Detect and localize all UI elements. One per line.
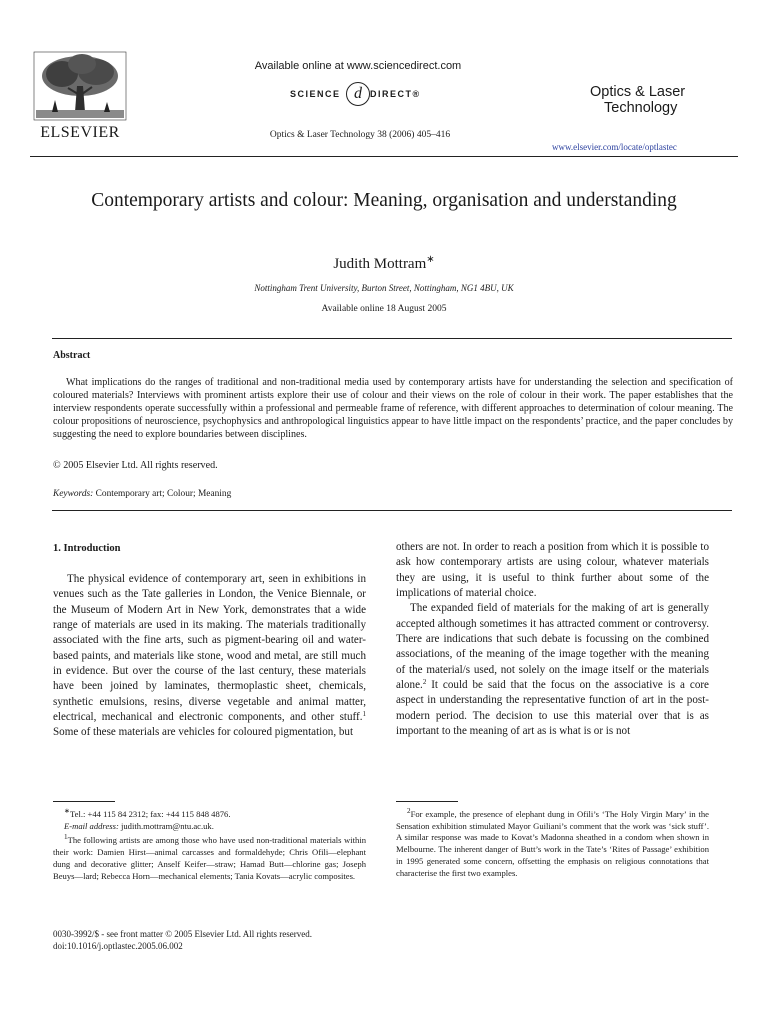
footnotes-left xyxy=(53,806,366,883)
abstract-copyright: © 2005 Elsevier Ltd. All rights reserved. xyxy=(53,460,218,471)
journal-name xyxy=(590,84,685,116)
sd-mark-icon: d xyxy=(346,82,370,106)
column-right xyxy=(396,540,709,739)
sd-right-word: DIRECT® xyxy=(370,89,421,99)
paragraph-text: It could be said that the focus on the associative is a core aspect in understanding the representative function of art in the post-modern period. The decision to use this material over that is as important to the meaning of art as is what is or is not xyxy=(396,679,709,738)
paragraph xyxy=(396,601,709,739)
footnote-2-text: For example, the presence of elephant dung in Ofili’s ‘The Holy Virgin Mary’ in the Sensation exhibition stimulated Mayor Guiliani’s comment that the work was ‘sick stuff’. A similar response was made to Kovat’s Madonna sheathed in a condom when shown in Melbourne. The inherent danger of Butt’s work in the Tate’s ‘Rites of Passage’ exhibition in 1995 generated some concern, offsetting the emphasis on religious connotations that characterise the first two examples. xyxy=(396,808,709,878)
author-name-text: Judith Mottram xyxy=(333,256,427,272)
abstract-rule xyxy=(52,338,732,339)
abstract-heading: Abstract xyxy=(53,350,91,361)
email-label: E-mail address: xyxy=(64,820,119,831)
paragraph-text: The physical evidence of contemporary art, seen in exhibitions in venues such as the Tate galleries in London, the Venice Biennale, or the Museum of Modern Art in New York, demonstrates that a wide range of materials are used in its making. The materials traditionally associated with the fine arts, such as pigment-bearing oil and water-based paints, and materials like stone, wood and metal, are still much in evidence. But over the course of the last century, these materials have been joined by laminates, thermoplastic sheet, chemicals, synthetic emulsions, resins, diverse vegetable and animal matter, electrical, mechanical and electronic components, and other stuff. xyxy=(53,573,366,724)
footnote-rule-right xyxy=(396,801,458,802)
paragraph: others are not. In order to reach a position from which it is possible to ask how contemporary artists are using colour, whatever materials they are using, it is useful to think further about some of the implications of material choice. xyxy=(396,541,709,600)
journal-url-link[interactable]: www.elsevier.com/locate/optlastec xyxy=(552,142,677,152)
keywords-label: Keywords: xyxy=(53,489,94,499)
abstract-body xyxy=(53,376,733,441)
section-heading-introduction: 1. Introduction xyxy=(53,543,121,554)
footnote-rule-left xyxy=(53,801,115,802)
footnote-2-mark: 2 xyxy=(407,807,411,815)
article-title: Contemporary artists and colour: Meaning, organisation and understanding xyxy=(91,190,677,211)
journal-name-line1: Optics & Laser xyxy=(590,84,686,100)
footnote-ref-2[interactable]: 2 xyxy=(422,678,427,687)
journal-citation: Optics & Laser Technology 38 (2006) 405–416 xyxy=(269,130,451,140)
available-online-text: Available online at www.sciencedirect.com xyxy=(254,60,462,72)
contact-details: Tel.: +44 115 84 2312; fax: +44 115 848 4876. xyxy=(70,808,231,819)
contact-footnote-mark: ∗ xyxy=(64,807,70,815)
affiliation: Nottingham Trent University, Burton Street, Nottingham, NG1 4BU, UK xyxy=(254,283,514,293)
abstract-text: What implications do the ranges of traditional and non-traditional media used by contemporary artists have for understanding the selection and specification of coloured materials? Interviews with prominent artists explore their use of colour and their views on the role of colour in their work. The paper establishes that the interview respondents operate successfully within a professional and permeable frame of reference, with different approaches to determination of colour meaning. The colour propositions of neuroscience, psychophysics and anthropological linguistics appear to have little impact on the respondents’ practice, and the paper concludes by suggesting the need to explore boundaries between disciplines. xyxy=(53,377,733,441)
footnote-1 xyxy=(53,832,366,882)
header-rule xyxy=(30,156,738,157)
paragraph xyxy=(53,572,366,741)
doi[interactable]: doi:10.1016/j.optlastec.2005.06.002 xyxy=(53,941,183,951)
front-matter-copyright: 0030-3992/$ - see front matter © 2005 Elsevier Ltd. All rights reserved. xyxy=(53,929,313,939)
contact-footnote xyxy=(53,806,366,821)
available-online-date: Available online 18 August 2005 xyxy=(321,304,447,314)
sciencedirect-logo xyxy=(290,82,430,106)
elsevier-logo xyxy=(30,50,130,140)
journal-name-line2: Technology xyxy=(604,100,678,116)
author-footnote-mark[interactable]: ∗ xyxy=(426,254,435,265)
front-matter xyxy=(53,928,312,952)
sd-left-word: SCIENCE xyxy=(290,89,341,99)
email-address[interactable]: judith.mottram@ntu.ac.uk. xyxy=(120,820,214,831)
keywords-rule xyxy=(52,510,732,511)
paragraph-text: The expanded field of materials for the making of art is generally accepted although sometimes it has attracted comment or controversy. There are indications that such debate is focussing on the combined associations, of the meaning of the image together with the meaning of the material/s used, not solely on the image itself or the materials alone. xyxy=(396,602,709,692)
footnotes-right xyxy=(396,806,709,880)
publisher-name: ELSEVIER xyxy=(40,124,120,141)
keywords xyxy=(53,489,231,499)
footnote-1-mark: 1 xyxy=(64,833,68,842)
footnote-2 xyxy=(396,806,709,880)
footnote-ref-1[interactable]: 1 xyxy=(362,710,366,719)
keywords-list: Contemporary art; Colour; Meaning xyxy=(95,489,232,499)
paragraph-text: Some of these materials are vehicles for coloured pigmentation, but xyxy=(53,726,354,739)
footnote-1-text: The following artists are among those who have used non-traditional materials within their work: Damien Hirst—animal carcasses and formaldehyde; Chris Ofili—elephant dung and decorative glitter; Anself Keifer—straw; Hamad Butt—chlorine gas; Joseph Beuys—lard; Rebecca Horn—mechanical elements; Tania Kovats—acrylic composites. xyxy=(53,835,366,881)
author-name xyxy=(200,254,568,273)
email-footnote xyxy=(53,821,366,833)
column-left xyxy=(53,572,366,741)
